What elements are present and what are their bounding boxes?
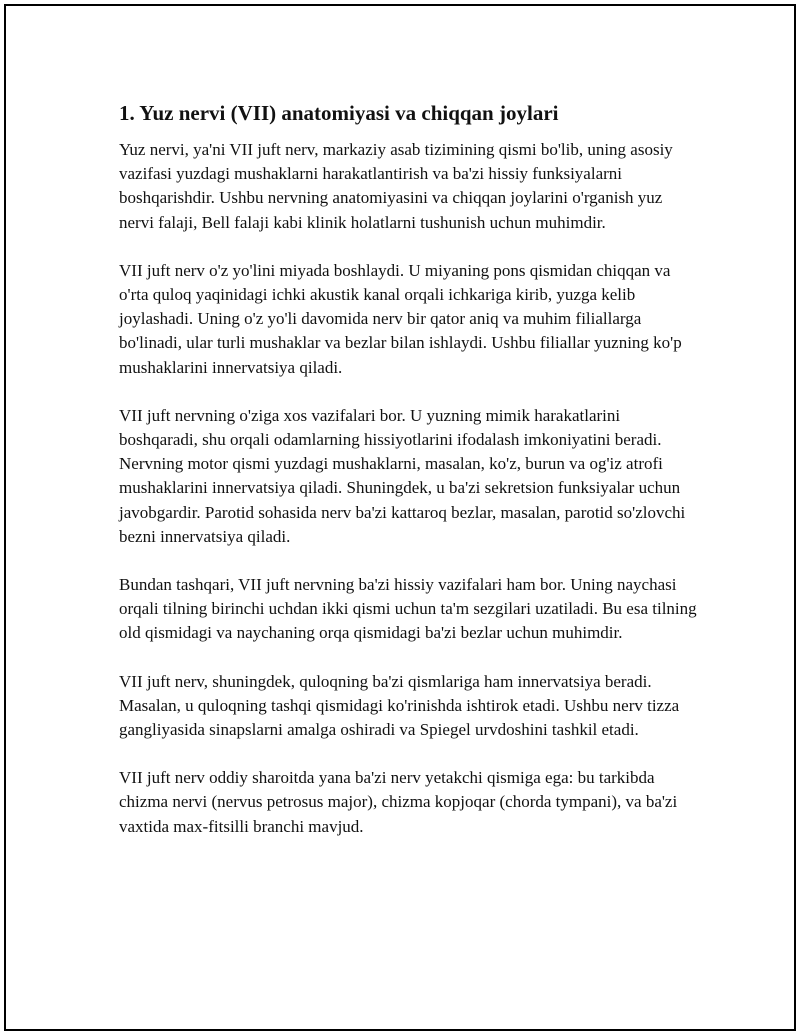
- document-title: 1. Yuz nervi (VII) anatomiyasi va chiqqan joylari: [119, 101, 559, 125]
- paragraph-4: Bundan tashqari, VII juft nervning ba'zi hissiy vazifalari ham bor. Uning naychasi orqali tilning birinchi uchdan ikki qismi uchun ta'm sezgilari uzatiladi. Bu esa tilning old qismidagi va naychaning orqa qismidagi ba'zi bezlar uchun muhimdir.: [119, 575, 697, 643]
- paragraph-6: VII juft nerv oddiy sharoitda yana ba'zi nerv yetakchi qismiga ega: bu tarkibda chizma nervi (nervus petrosus major), chizma kopjoqar (chorda tympani), va ba'zi vaxtida max-fitsilli branchi mavjud.: [119, 768, 678, 836]
- document-body: [119, 98, 699, 863]
- paragraph-2: VII juft nerv o'z yo'lini miyada boshlaydi. U miyaning pons qismidan chiqqan va o'rta quloq yaqinidagi ichki akustik kanal orqali ichkariga kirib, yuzga kelib joylashadi. Uning o'z yo'li davomida nerv bir qator aniq va muhim filiallarga bo'linadi, ular turli mushaklar va bezlar bilan ishlaydi. Ushbu filiallar yuzning ko'p mushaklarini innervatsiya qiladi.: [119, 260, 682, 377]
- paragraph-1: Yuz nervi, ya'ni VII juft nerv, markaziy asab tizimining qismi bo'lib, uning asosiy vazifasi yuzdagi mushaklarni harakatlantirish va ba'zi hissiy funksiyalarni boshqarishdir. Ushbu nervning anatomiyasini va chiqqan joylarini o'rganish yuz nervi falaji, Bell falaji kabi klinik holatlarni tushunish uchun muhimdir.: [119, 140, 673, 232]
- paragraph-3: VII juft nervning o'ziga xos vazifalari bor. U yuzning mimik harakatlarini boshqaradi, shu orqali odamlarning hissiyotlarini ifodalash imkoniyatini beradi. Nervning motor qismi yuzdagi mushaklarni, masalan, ko'z, burun va og'iz atrofi mushaklarini innervatsiya qiladi. Shuningdek, u ba'zi sekretsion funksiyalar uchun javobgardir. Parotid sohasida nerv ba'zi kattaroq bezlar, masalan, parotid so'zlovchi bezni innervatsiya qiladi.: [119, 405, 686, 546]
- document-page: [4, 4, 796, 1031]
- paragraph-5: VII juft nerv, shuningdek, quloqning ba'zi qismlariga ham innervatsiya beradi. Masalan, u quloqning tashqi qismidagi ko'rinishda ishtirok etadi. Ushbu nerv tizza gangliyasida sinapslarni amalga oshiradi va Spiegel urvdoshini tashkil etadi.: [119, 671, 680, 740]
